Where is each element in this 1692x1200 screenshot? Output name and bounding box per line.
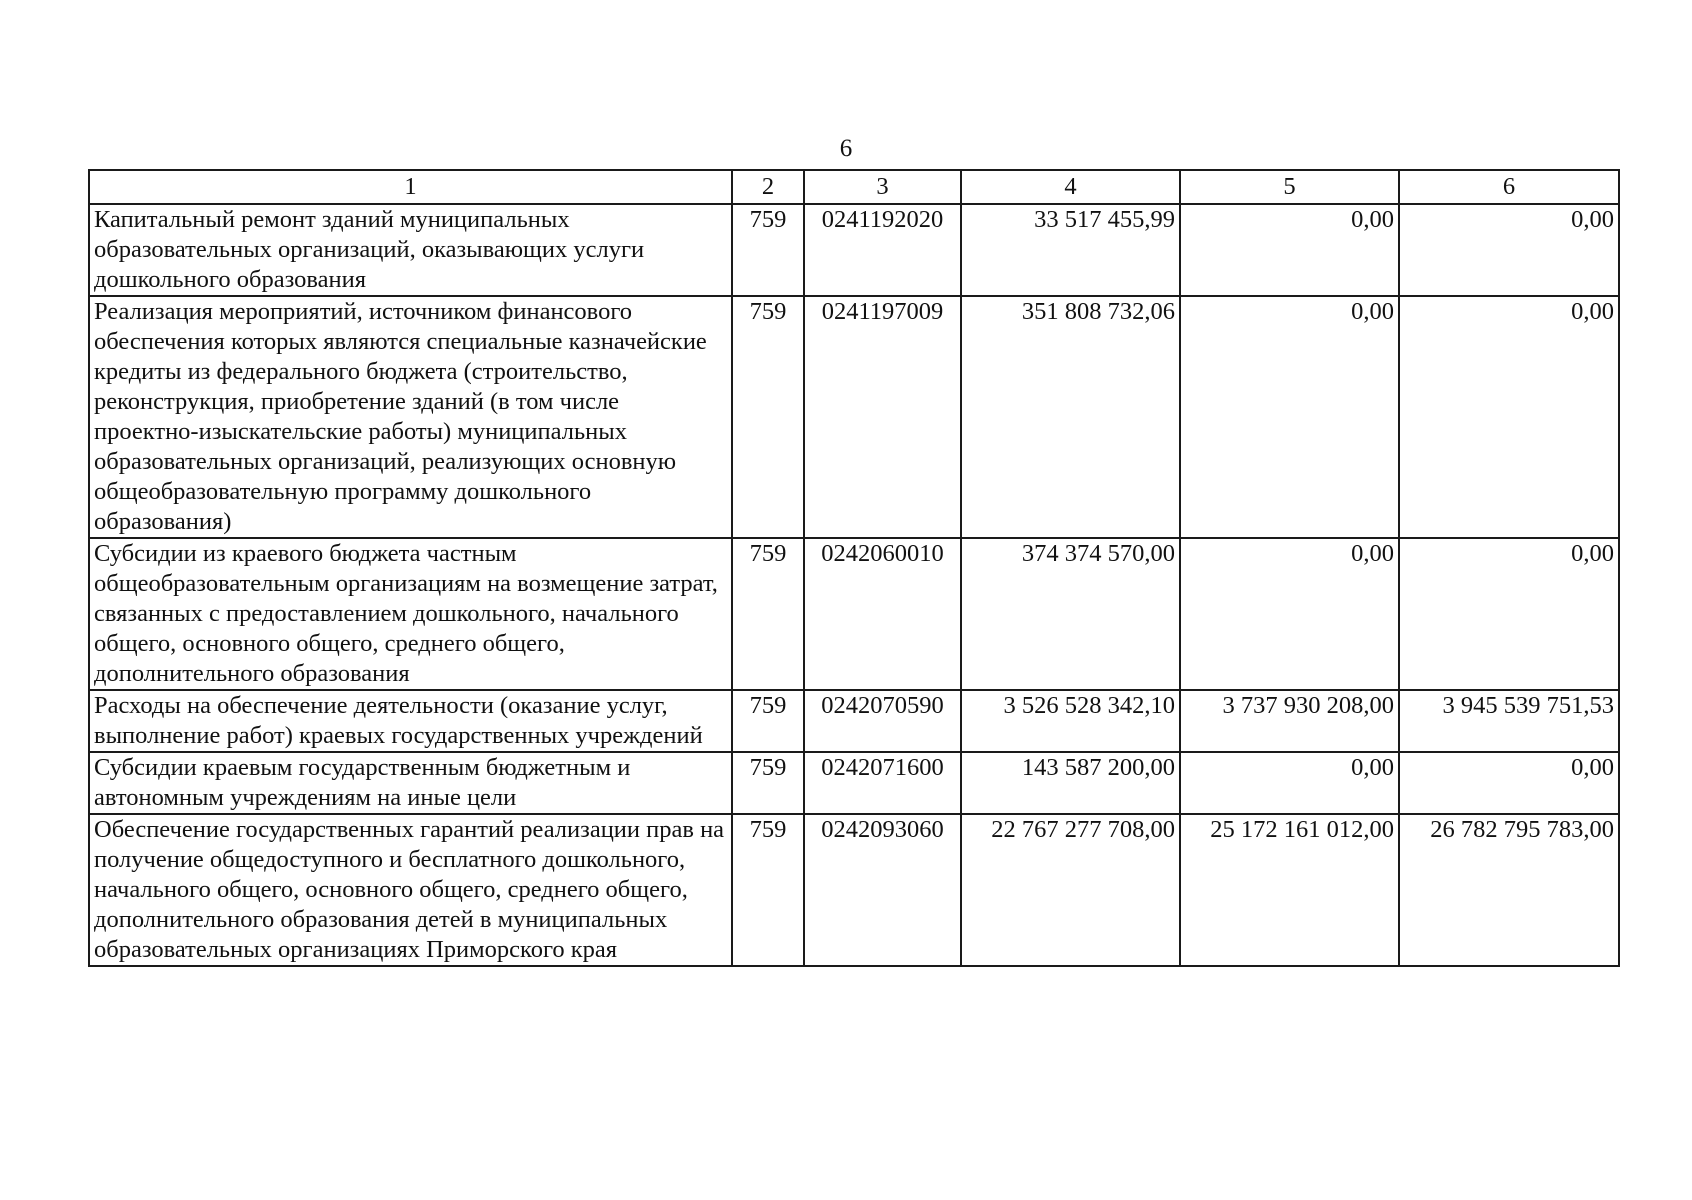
row-value-col5: 25 172 161 012,00 <box>1180 814 1399 966</box>
row-value-col6: 3 945 539 751,53 <box>1399 690 1619 752</box>
row-code: 759 <box>732 538 804 690</box>
row-description: Реализация мероприятий, источником финансового обеспечения которых являются специальные казначейские кредиты из федерального бюджета (строительство, реконструкция, приобретение зданий (в том числе проектно-изыскательские работы) муниципальных образовательных организаций, реализующих основную общеобразовательную программу дошкольного образования) <box>89 296 732 538</box>
table-row <box>89 538 1619 690</box>
column-header-2: 2 <box>732 170 804 204</box>
row-value-col4: 143 587 200,00 <box>961 752 1180 814</box>
row-code: 759 <box>732 814 804 966</box>
row-value-col4: 22 767 277 708,00 <box>961 814 1180 966</box>
row-value-col4: 3 526 528 342,10 <box>961 690 1180 752</box>
row-code: 759 <box>732 752 804 814</box>
row-value-col4: 33 517 455,99 <box>961 204 1180 296</box>
row-value-col6: 0,00 <box>1399 752 1619 814</box>
row-value-col5: 0,00 <box>1180 538 1399 690</box>
column-header-4: 4 <box>961 170 1180 204</box>
table-body <box>89 204 1619 966</box>
row-value-col5: 3 737 930 208,00 <box>1180 690 1399 752</box>
row-value-col5: 0,00 <box>1180 204 1399 296</box>
row-target-article: 0242070590 <box>804 690 961 752</box>
row-target-article: 0241192020 <box>804 204 961 296</box>
row-value-col6: 26 782 795 783,00 <box>1399 814 1619 966</box>
row-value-col5: 0,00 <box>1180 296 1399 538</box>
row-target-article: 0242071600 <box>804 752 961 814</box>
row-code: 759 <box>732 690 804 752</box>
row-description: Субсидии из краевого бюджета частным общеобразовательным организациям на возмещение затрат, связанных с предоставлением дошкольного, начального общего, основного общего, среднего общего, дополнительного образования <box>89 538 732 690</box>
row-code: 759 <box>732 296 804 538</box>
table-row <box>89 752 1619 814</box>
table-header <box>89 170 1619 204</box>
table-row <box>89 204 1619 296</box>
page-number: 6 <box>839 135 853 162</box>
column-header-1: 1 <box>89 170 732 204</box>
row-value-col5: 0,00 <box>1180 752 1399 814</box>
column-header-3: 3 <box>804 170 961 204</box>
row-value-col6: 0,00 <box>1399 538 1619 690</box>
row-description: Расходы на обеспечение деятельности (оказание услуг, выполнение работ) краевых государственных учреждений <box>89 690 732 752</box>
row-value-col4: 351 808 732,06 <box>961 296 1180 538</box>
row-target-article: 0241197009 <box>804 296 961 538</box>
row-description: Обеспечение государственных гарантий реализации прав на получение общедоступного и бесплатного дошкольного, начального общего, основного общего, среднего общего, дополнительного образования детей в муниципальных образовательных организациях Приморского края <box>89 814 732 966</box>
table-row <box>89 296 1619 538</box>
table-row <box>89 814 1619 966</box>
column-header-5: 5 <box>1180 170 1399 204</box>
row-description: Капитальный ремонт зданий муниципальных образовательных организаций, оказывающих услуги дошкольного образования <box>89 204 732 296</box>
row-code: 759 <box>732 204 804 296</box>
table-row <box>89 690 1619 752</box>
row-target-article: 0242060010 <box>804 538 961 690</box>
row-target-article: 0242093060 <box>804 814 961 966</box>
row-value-col6: 0,00 <box>1399 296 1619 538</box>
header-row <box>89 170 1619 204</box>
budget-table <box>88 169 1620 967</box>
row-value-col4: 374 374 570,00 <box>961 538 1180 690</box>
column-header-6: 6 <box>1399 170 1619 204</box>
row-value-col6: 0,00 <box>1399 204 1619 296</box>
row-description: Субсидии краевым государственным бюджетным и автономным учреждениям на иные цели <box>89 752 732 814</box>
